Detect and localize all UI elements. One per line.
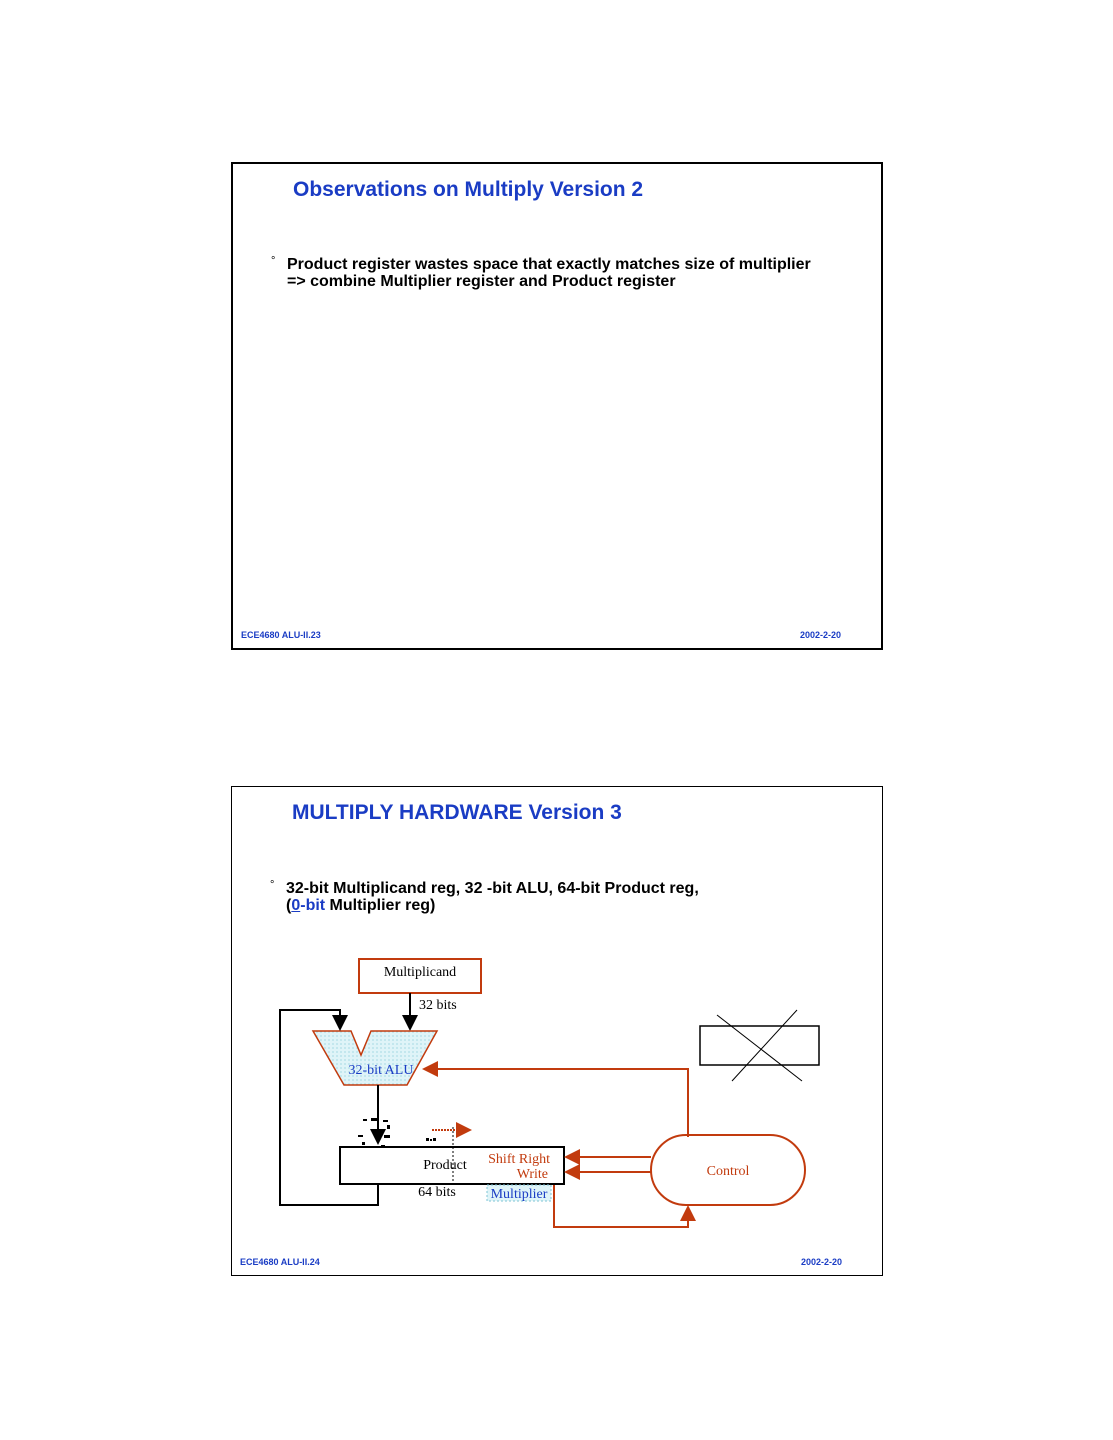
footer-date: 2002-2-20: [799, 630, 841, 640]
control-label: Control: [706, 1164, 750, 1179]
product-label: Product: [423, 1158, 467, 1173]
bullet-icon: °: [271, 255, 276, 267]
bullet-line-1: Product register wastes space that exactly matches size of multiplier: [287, 256, 811, 273]
slide-title: MULTIPLY HARDWARE Version 3: [292, 801, 622, 824]
product-bits-label: 64 bits: [418, 1185, 456, 1200]
multiplicand-bits-label: 32 bits: [419, 998, 457, 1013]
write-label: Write: [516, 1167, 548, 1182]
slide-multiply-hardware-v3: [231, 786, 883, 1276]
slide-title: Observations on Multiply Version 2: [293, 178, 644, 201]
bullet-icon: °: [270, 879, 275, 891]
bullet-line-2: (0-bit Multiplier reg): [286, 897, 436, 914]
multiply-hardware-diagram: [232, 787, 884, 1277]
removed-multiplier-register: [700, 1026, 819, 1065]
footer-course: ECE4680 ALU-II.23: [241, 630, 321, 640]
footer-date: 2002-2-20: [800, 1257, 842, 1267]
multiplicand-label: Multiplicand: [383, 965, 457, 980]
slide-observations: [231, 162, 883, 650]
bullet-line-1: 32-bit Multiplicand reg, 32 -bit ALU, 64-bit Product reg,: [286, 880, 699, 897]
zero-highlight: 0: [291, 897, 301, 914]
footer-course: ECE4680 ALU-II.24: [240, 1257, 320, 1267]
bit-highlight: -bit: [300, 897, 326, 914]
alu-label: 32-bit ALU: [348, 1063, 414, 1078]
bullet-line-2: => combine Multiplier register and Product register: [287, 273, 676, 290]
multiplier-label: Multiplier: [490, 1187, 548, 1202]
shift-right-label: Shift Right: [488, 1152, 550, 1167]
